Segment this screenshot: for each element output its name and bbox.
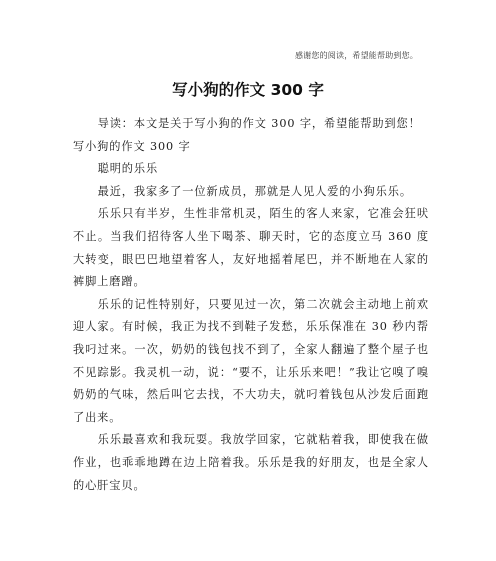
intro-paragraph: 导读：本文是关于写小狗的作文 300 字，希望能帮助到您！: [97, 117, 421, 130]
document-title: 写小狗的作文 300 字: [172, 81, 324, 99]
body-paragraph: 乐乐的记性特别好，只要见过一次，第二次就会主动地上前欢迎人家。有时候，我正为找不到鞋子发愁，乐乐保准在 30 秒内帮我叼过来。一次，奶奶的钱包找不到了，全家人翻遍了整个屋子也不见踪影。我灵机一动，说：“要不，让乐乐来吧！”我让它嗅了嗅奶奶的气味，然后叫它去找，不大功夫，就叼着钱包从沙发后面跑了出来。: [73, 297, 429, 424]
section-heading: 写小狗的作文 300 字: [73, 139, 191, 153]
body-paragraph: 最近，我家多了一位新成员，那就是人见人爱的小狗乐乐。: [97, 184, 412, 198]
body-paragraph: 乐乐最喜欢和我玩耍。我放学回家，它就粘着我，即使我在做作业，也乖乖地蹲在边上陪着我。乐乐是我的好朋友，也是全家人的心肝宝贝。: [73, 433, 429, 492]
body-paragraph: 乐乐只有半岁，生性非常机灵，陌生的客人来家，它准会狂吠不止。当我们招待客人坐下喝茶、聊天时，它的态度立马 360 度大转变，眼巴巴地望着客人，友好地摇着尾巴，并不断地在人家的裤脚上磨蹭。: [73, 207, 429, 289]
essay-title: 聪明的乐乐: [97, 162, 159, 176]
document-body: [73, 113, 429, 497]
header-note: 感谢您的阅读，希望能帮助到您。: [295, 51, 418, 60]
